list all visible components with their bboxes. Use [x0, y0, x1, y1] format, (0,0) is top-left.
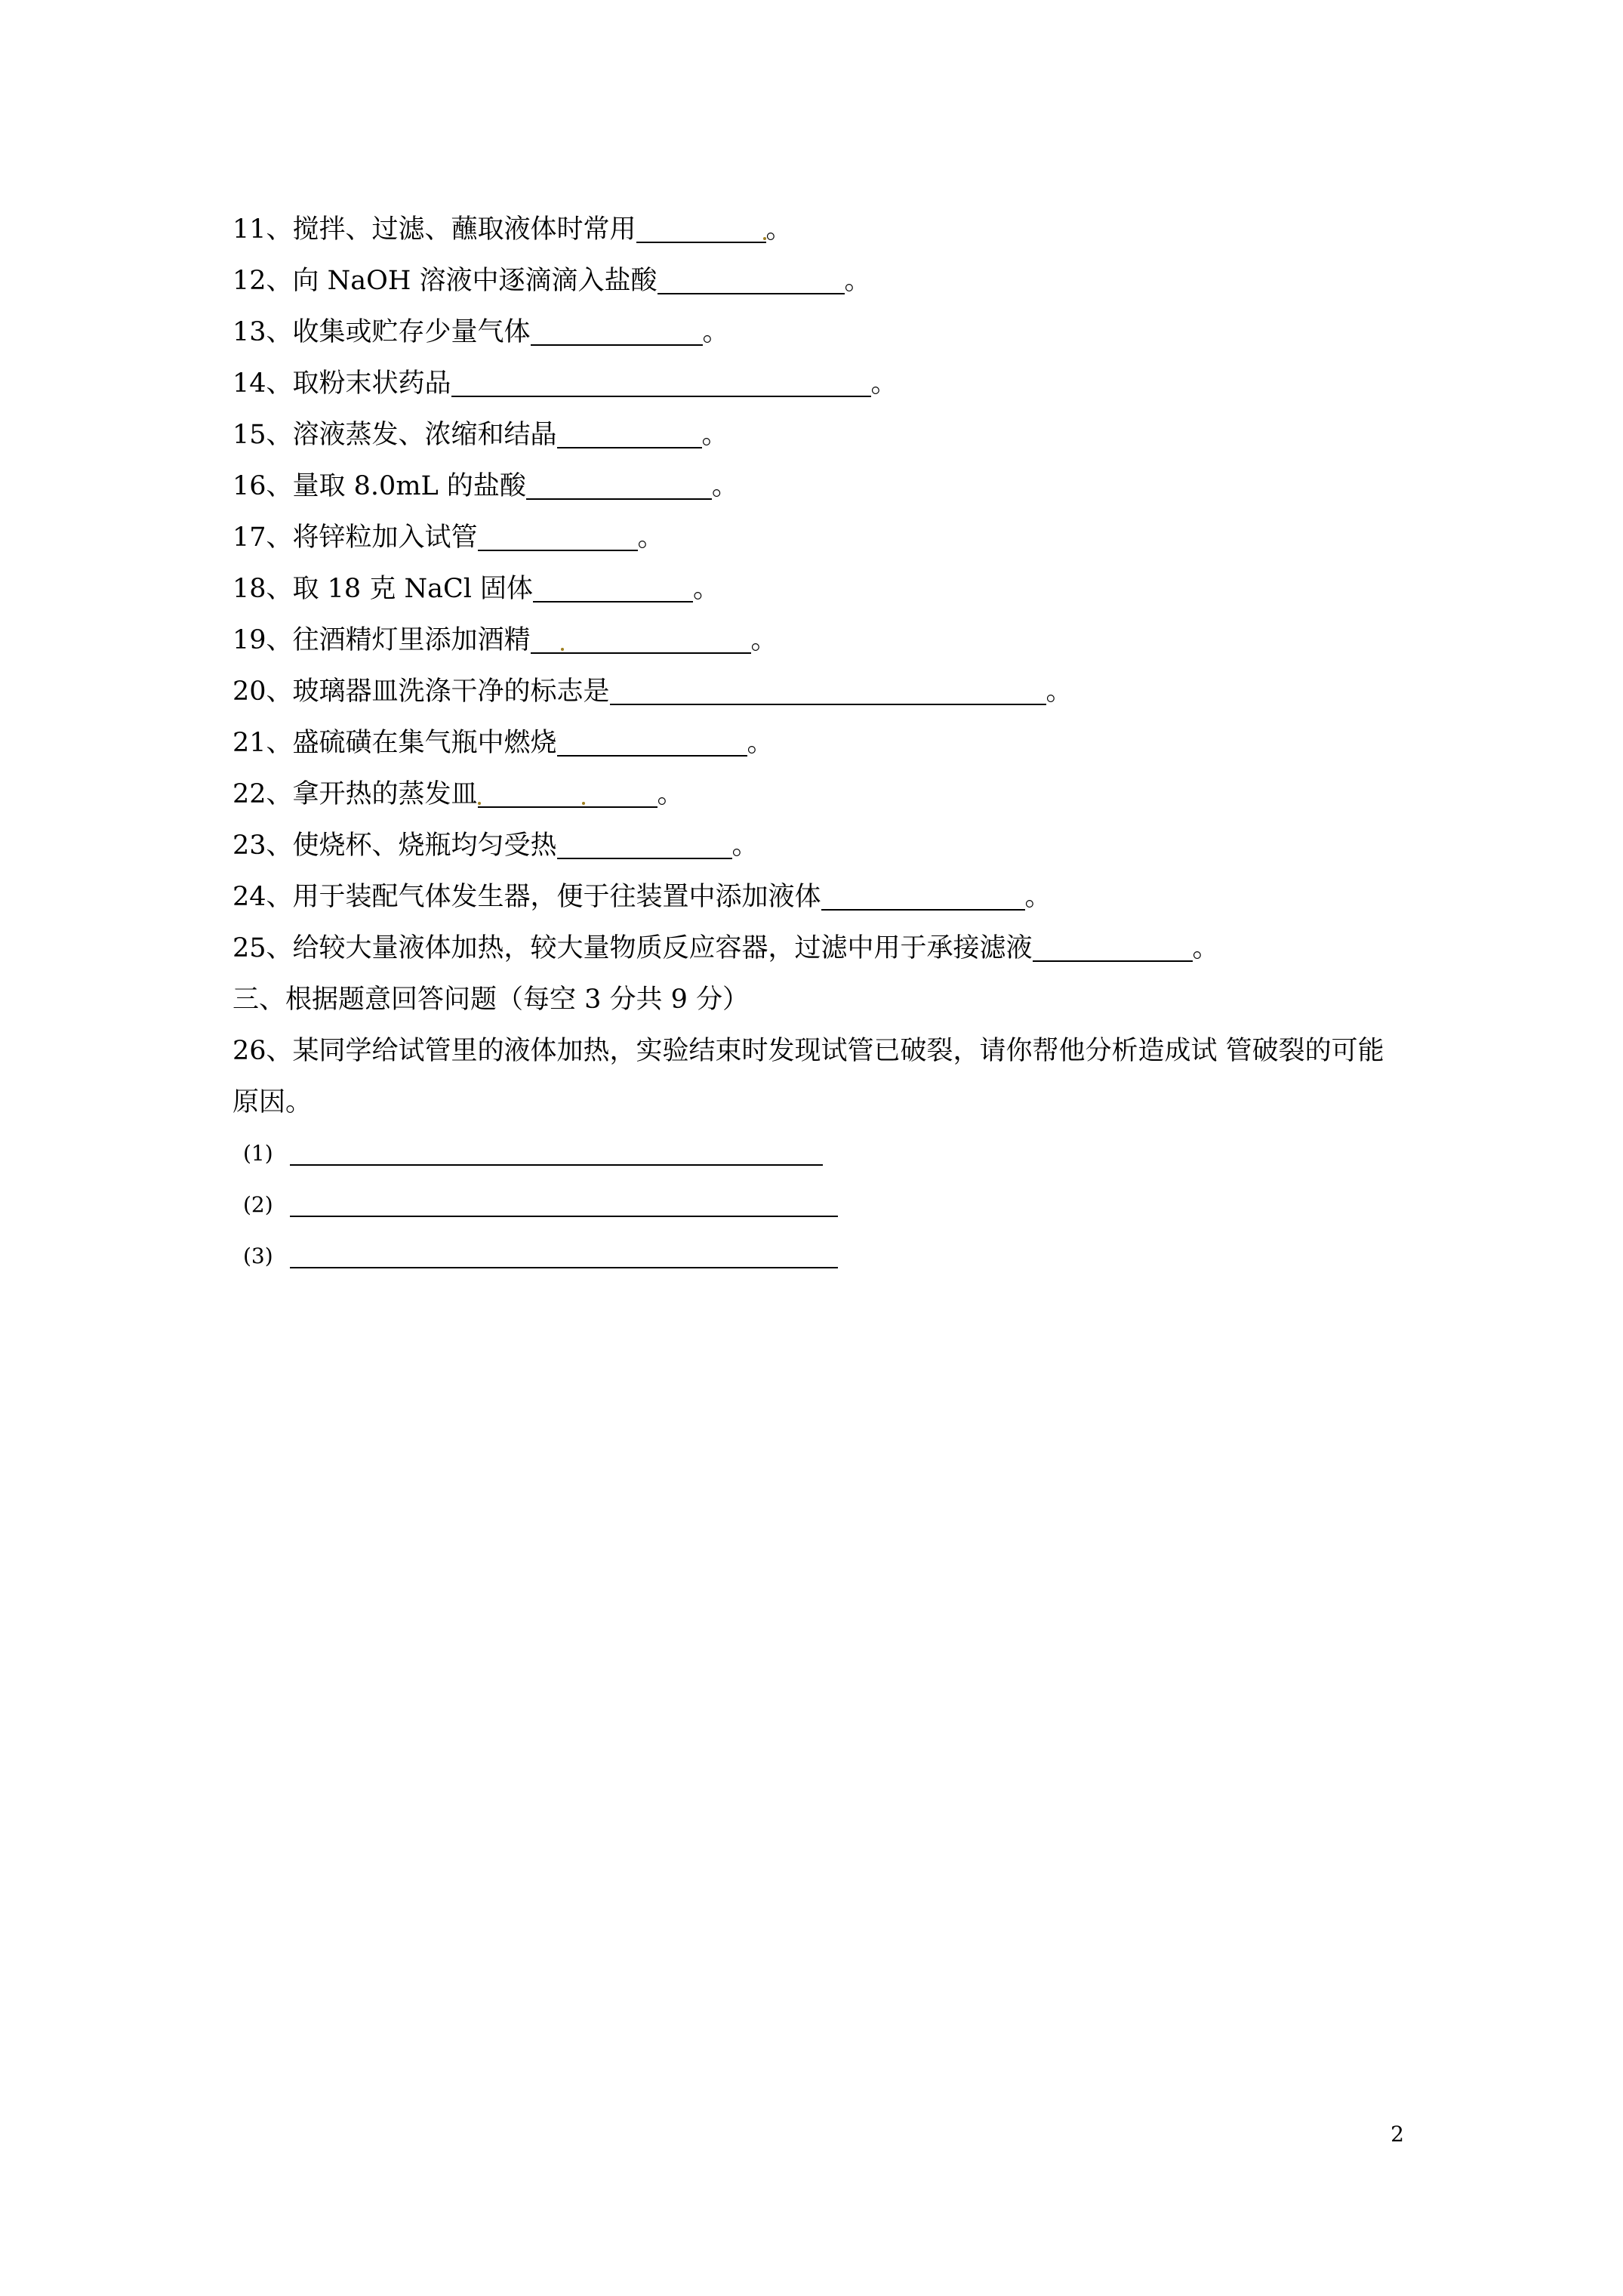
question-text: 22、拿开热的蒸发皿 [233, 779, 478, 809]
question-17 [233, 512, 1410, 563]
question-end: 。 [702, 317, 729, 347]
answer-blank[interactable] [531, 314, 703, 346]
answer-blank[interactable] [557, 417, 702, 448]
answer-blank[interactable] [1033, 930, 1193, 962]
answer-blank[interactable] [557, 725, 747, 757]
question-text: 24、用于装配气体发生器，便于往装置中添加液体 [233, 882, 821, 912]
question-text: 16、量取 8.0mL 的盐酸 [233, 471, 526, 501]
question-25 [233, 923, 1410, 974]
answer-blank[interactable] [557, 827, 732, 859]
question-list [233, 204, 1410, 1282]
question-end: 。 [731, 831, 759, 861]
answer-blank[interactable] [533, 571, 693, 603]
question-13 [233, 307, 1410, 358]
question-end: 。 [637, 522, 664, 553]
answer-blank[interactable] [526, 468, 712, 500]
question-end: 。 [844, 266, 871, 296]
answer-label: (2) [243, 1192, 273, 1217]
question-19 [233, 615, 1410, 666]
answer-blank[interactable] [290, 1134, 823, 1166]
question-end: 。 [870, 368, 898, 399]
question-14 [233, 358, 1410, 409]
answer-blank[interactable] [478, 519, 638, 551]
question-end: 。 [711, 471, 738, 501]
answer-line-3 [233, 1231, 1410, 1282]
question-20 [233, 666, 1410, 717]
answer-blank[interactable] [636, 211, 766, 243]
question-12 [233, 255, 1410, 307]
question-end: 。 [1024, 882, 1052, 912]
answer-label: (1) [243, 1141, 273, 1166]
page-number: 2 [1390, 2122, 1404, 2147]
answer-blank[interactable] [610, 673, 1046, 705]
answer-blank[interactable] [658, 263, 845, 294]
answer-blank[interactable] [290, 1237, 838, 1268]
question-end: 。 [657, 779, 684, 809]
question-18 [233, 563, 1410, 615]
question-text: 15、溶液蒸发、浓缩和结晶 [233, 420, 557, 450]
answer-blank[interactable] [478, 776, 658, 808]
question-end: 。 [1046, 676, 1073, 707]
answer-line-2 [233, 1179, 1410, 1231]
question-16 [233, 461, 1410, 512]
question-26: 26、某同学给试管里的液体加热，实验结束时发现试管已破裂，请你帮他分析造成试 管破裂的可能原因。 [233, 1036, 1384, 1117]
section-heading: 三、根据题意回答问题（每空 3 分共 9 分） [233, 985, 750, 1015]
question-11 [233, 204, 1410, 255]
question-end: 。 [693, 574, 720, 604]
question-end: 。 [701, 420, 728, 450]
question-text: 12、向 NaOH 溶液中逐滴滴入盐酸 [233, 266, 658, 296]
question-text: 21、盛硫磺在集气瓶中燃烧 [233, 728, 557, 758]
answer-blank[interactable] [531, 622, 751, 654]
question-text: 23、使烧杯、烧瓶均匀受热 [233, 831, 557, 861]
question-text: 20、玻璃器皿洗涤干净的标志是 [233, 676, 610, 707]
question-text: 13、收集或贮存少量气体 [233, 317, 531, 347]
question-15 [233, 409, 1410, 461]
answer-blank[interactable] [451, 365, 871, 397]
question-end: 。 [1192, 933, 1219, 963]
question-text: 19、往酒精灯里添加酒精 [233, 625, 531, 655]
question-text: 18、取 18 克 NaCl 固体 [233, 574, 534, 604]
answer-label: (3) [243, 1244, 273, 1268]
question-end: 。 [765, 214, 793, 245]
question-24 [233, 871, 1410, 923]
question-end: 。 [750, 625, 778, 655]
question-text: 25、给较大量液体加热，较大量物质反应容器，过滤中用于承接滤液 [233, 933, 1033, 963]
question-22 [233, 769, 1410, 820]
answer-line-1 [233, 1128, 1410, 1179]
question-21 [233, 717, 1410, 769]
answer-blank[interactable] [290, 1185, 838, 1217]
question-text: 17、将锌粒加入试管 [233, 522, 478, 553]
question-text: 14、取粉末状药品 [233, 368, 451, 399]
question-text: 11、搅拌、过滤、蘸取液体时常用 [233, 214, 636, 245]
answer-blank[interactable] [821, 879, 1025, 911]
question-23 [233, 820, 1410, 871]
question-end: 。 [747, 728, 774, 758]
